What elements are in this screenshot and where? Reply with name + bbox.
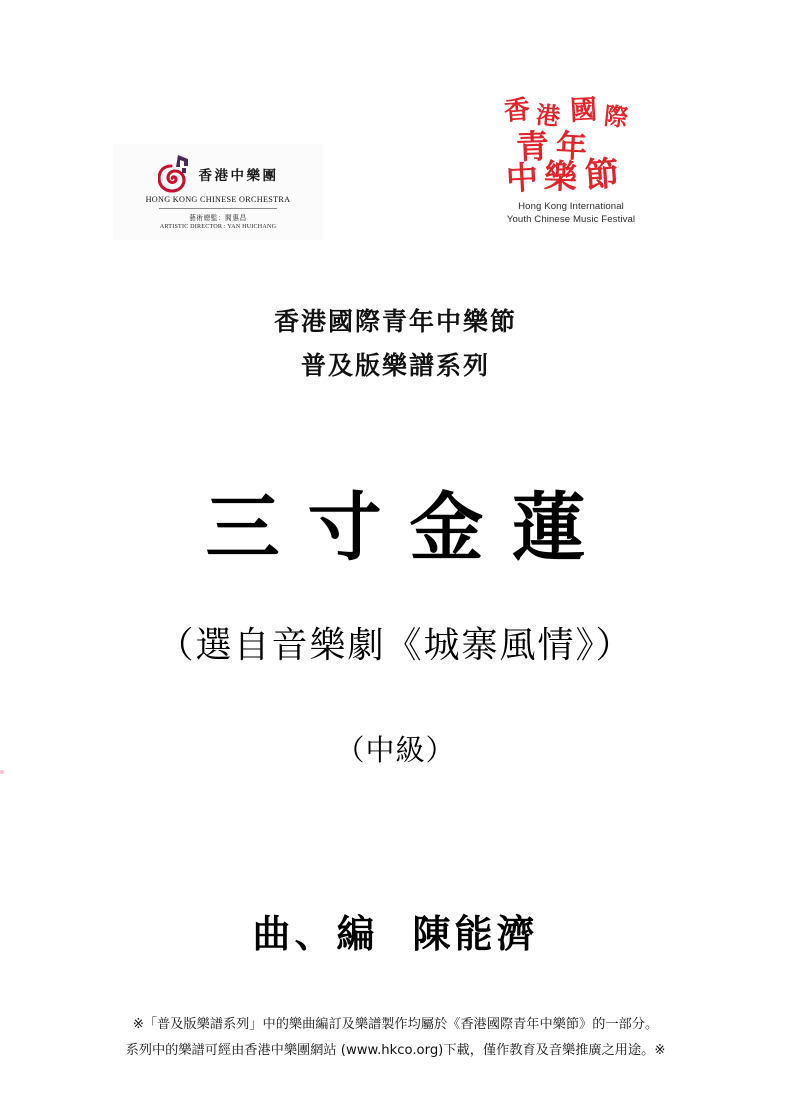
hkco-director-en: ARTISTIC DIRECTOR : YAN HUICHANG <box>159 223 277 230</box>
hkco-name-en: HONG KONG CHINESE ORCHESTRA <box>145 195 291 205</box>
hkco-spiral-logo-icon <box>158 154 192 194</box>
series-heading-line2: 普及版樂譜系列 <box>300 351 490 380</box>
composer-credit <box>0 906 791 962</box>
difficulty-level: （中級） <box>335 733 456 767</box>
festival-char-2: 國 <box>569 94 598 127</box>
footnote <box>0 1012 791 1064</box>
hkco-divider <box>159 208 277 209</box>
logo-row <box>0 96 791 256</box>
hkco-logo-top <box>158 154 279 194</box>
festival-char-5: 年 <box>555 128 588 166</box>
hkiycmf-calligraphy-logo-icon <box>492 96 650 201</box>
page-edge-mark <box>0 770 4 774</box>
festival-char-3: 際 <box>602 100 630 133</box>
series-heading-line1: 香港國際青年中樂節 <box>273 307 517 336</box>
festival-logo <box>492 96 650 246</box>
festival-char-6: 中 <box>505 158 539 198</box>
hkco-director-cn: 藝術總監：閻惠昌 <box>189 214 247 223</box>
footnote-line1: ※「普及版樂譜系列」中的樂曲編訂及樂譜製作均屬於《香港國際青年中樂節》的一部分。 <box>132 1017 659 1032</box>
hkco-logo <box>113 144 323 240</box>
hkco-name-cn: 香港中樂團 <box>198 168 279 185</box>
festival-name-en-line1: Hong Kong International <box>518 201 624 212</box>
festival-char-7: 樂 <box>543 156 578 197</box>
festival-char-0: 香 <box>502 95 532 127</box>
festival-char-8: 節 <box>583 153 621 197</box>
composer-role: 曲、編 <box>252 911 379 956</box>
series-heading <box>0 300 791 388</box>
footnote-line2: 系列中的樂譜可經由香港中樂團網站 (www.hkco.org)下載，僅作教育及音樂推廣之用途。※ <box>125 1043 666 1058</box>
page-title: 三寸金蓮 <box>205 485 614 571</box>
festival-char-4: 青 <box>515 126 550 167</box>
page-subtitle: （選自音樂劇《城寨風情》） <box>157 625 634 666</box>
festival-char-1: 港 <box>534 100 562 131</box>
festival-name-en-line2: Youth Chinese Music Festival <box>506 213 636 225</box>
composer-name: 陳能濟 <box>412 911 539 956</box>
